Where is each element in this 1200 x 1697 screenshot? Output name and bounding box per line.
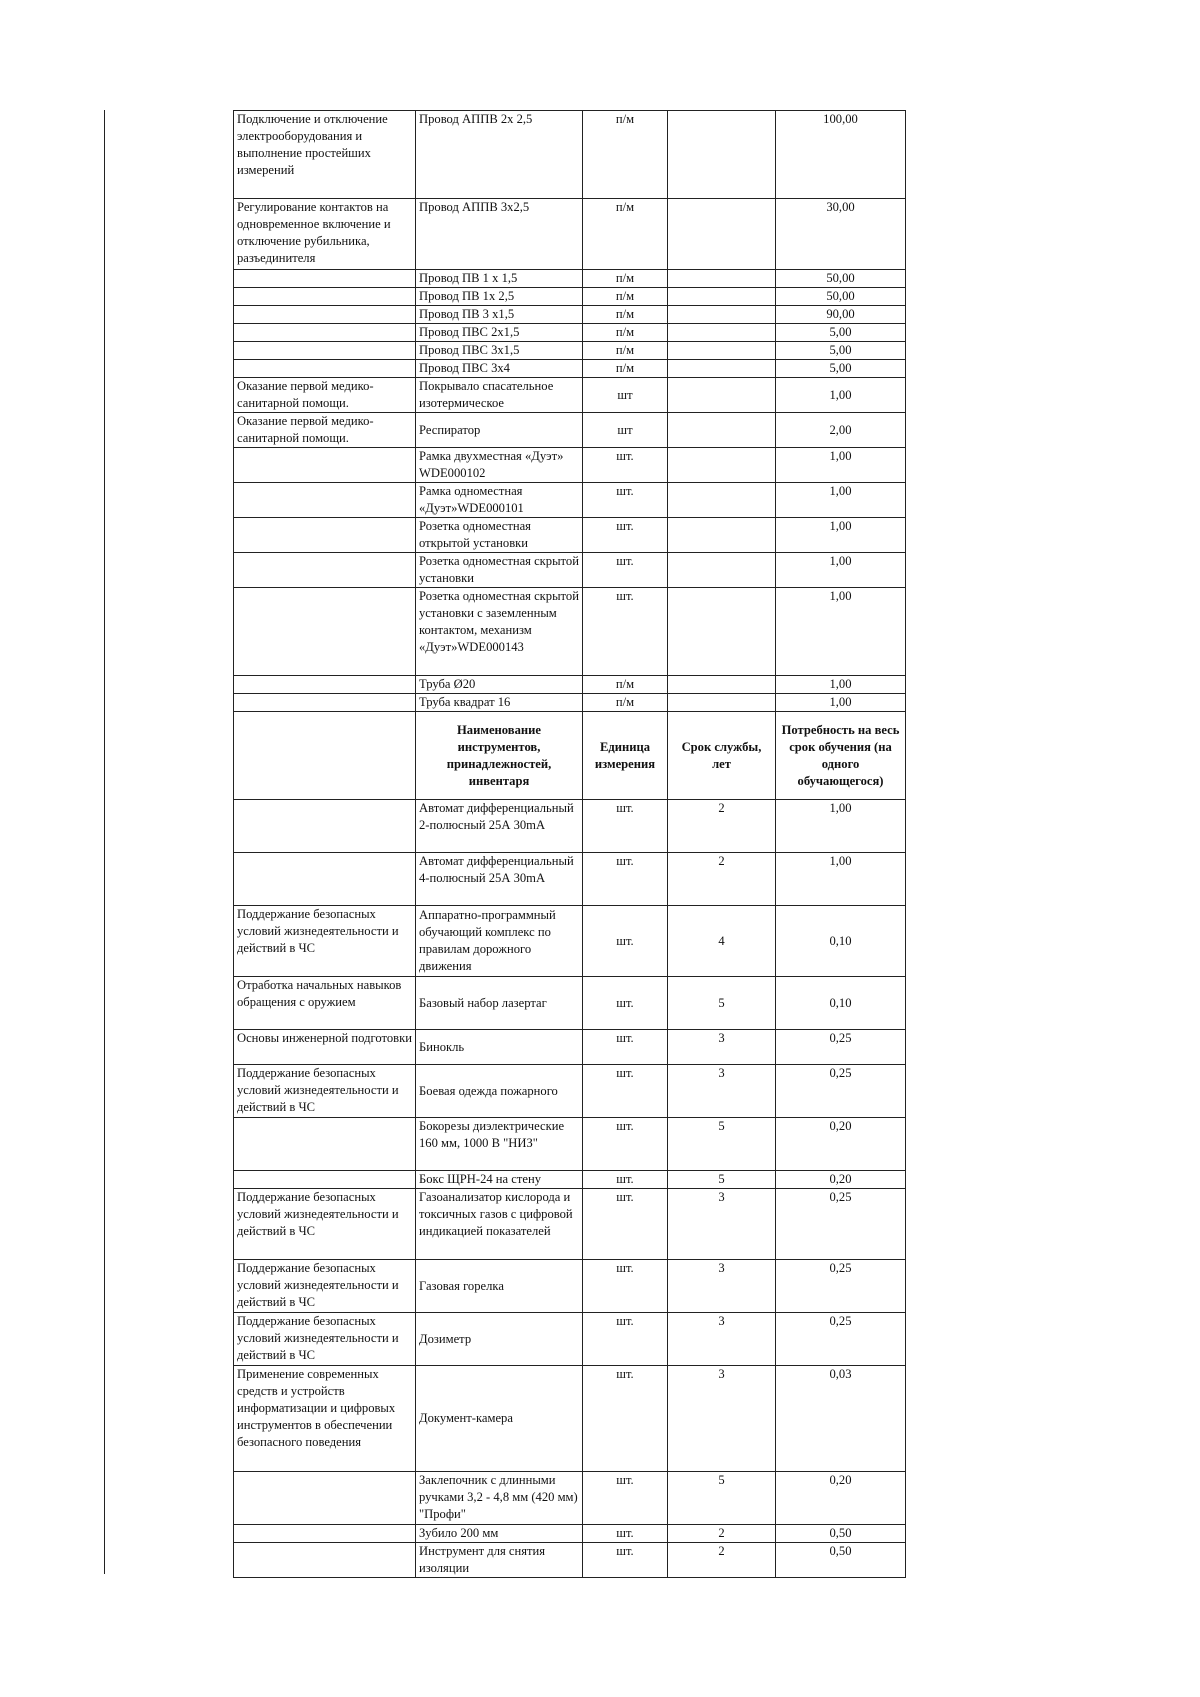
service-term-cell: 5	[668, 977, 776, 1030]
quantity-cell: 1,00	[776, 378, 906, 413]
topic-cell	[234, 800, 416, 853]
item-cell: Провод ПВС 2х1,5	[416, 324, 583, 342]
topic-cell: Отработка начальных навыков обращения с оружием	[234, 977, 416, 1030]
service-term-cell: 3	[668, 1366, 776, 1472]
table-row	[234, 853, 906, 906]
topic-cell	[234, 306, 416, 324]
service-term-cell	[668, 306, 776, 324]
table-row	[234, 676, 906, 694]
topic-cell	[234, 553, 416, 588]
table-row	[234, 342, 906, 360]
page-margin-line	[104, 110, 105, 1574]
unit-cell: шт.	[583, 1118, 668, 1171]
table-row	[234, 1366, 906, 1472]
unit-cell: шт.	[583, 588, 668, 676]
table-row	[234, 694, 906, 712]
table-row	[234, 1118, 906, 1171]
topic-cell	[234, 588, 416, 676]
service-term-cell	[668, 676, 776, 694]
unit-cell: п/м	[583, 306, 668, 324]
item-cell: Провод ПВ 1х 2,5	[416, 288, 583, 306]
quantity-cell: 0,20	[776, 1472, 906, 1525]
topic-cell: Оказание первой медико-санитарной помощи.	[234, 413, 416, 448]
quantity-cell: 1,00	[776, 588, 906, 676]
service-term-cell: 2	[668, 800, 776, 853]
table-row	[234, 324, 906, 342]
topic-cell	[234, 324, 416, 342]
table-row	[234, 413, 906, 448]
quantity-cell: 90,00	[776, 306, 906, 324]
quantity-cell: 1,00	[776, 553, 906, 588]
quantity-cell: 5,00	[776, 324, 906, 342]
topic-cell	[234, 676, 416, 694]
table-row	[234, 1171, 906, 1189]
service-term-cell: 5	[668, 1472, 776, 1525]
service-term-cell: 5	[668, 1118, 776, 1171]
item-cell: Провод ПВ 1 х 1,5	[416, 270, 583, 288]
quantity-cell: 0,20	[776, 1118, 906, 1171]
unit-cell: шт.	[583, 1030, 668, 1065]
unit-cell: п/м	[583, 199, 668, 270]
quantity-cell: 100,00	[776, 111, 906, 199]
header-unit-cell: Единица измерения	[583, 712, 668, 800]
topic-cell: Основы инженерной подготовки	[234, 1030, 416, 1065]
header-topic-cell	[234, 712, 416, 800]
unit-cell: п/м	[583, 111, 668, 199]
unit-cell: шт.	[583, 518, 668, 553]
header-item-cell: Наименование инструментов, принадлежностей, инвентаря	[416, 712, 583, 800]
unit-cell: п/м	[583, 694, 668, 712]
topic-cell	[234, 1472, 416, 1525]
table-row	[234, 906, 906, 977]
topic-cell: Поддержание безопасных условий жизнедеятельности и действий в ЧС	[234, 1313, 416, 1366]
unit-cell: п/м	[583, 324, 668, 342]
service-term-cell: 5	[668, 1171, 776, 1189]
unit-cell: шт.	[583, 1260, 668, 1313]
unit-cell: шт.	[583, 1065, 668, 1118]
table-row	[234, 1472, 906, 1525]
header-service-term-cell: Срок службы, лет	[668, 712, 776, 800]
equipment-table-body	[234, 111, 906, 1578]
service-term-cell: 3	[668, 1260, 776, 1313]
unit-cell: шт.	[583, 1313, 668, 1366]
item-cell: Документ-камера	[416, 1366, 583, 1472]
topic-cell: Поддержание безопасных условий жизнедеятельности и действий в ЧС	[234, 1260, 416, 1313]
item-cell: Газовая горелка	[416, 1260, 583, 1313]
topic-cell	[234, 518, 416, 553]
quantity-cell: 1,00	[776, 448, 906, 483]
unit-cell: шт.	[583, 1472, 668, 1525]
quantity-cell: 50,00	[776, 288, 906, 306]
service-term-cell	[668, 518, 776, 553]
table-row	[234, 1313, 906, 1366]
header-quantity-cell: Потребность на весь срок обучения (на одного обучающегося)	[776, 712, 906, 800]
unit-cell: шт.	[583, 483, 668, 518]
quantity-cell: 1,00	[776, 518, 906, 553]
item-cell: Заклепочник с длинными ручками 3,2 - 4,8 мм (420 мм) "Профи"	[416, 1472, 583, 1525]
unit-cell: шт.	[583, 800, 668, 853]
topic-cell	[234, 694, 416, 712]
item-cell: Покрывало спасательное изотермическое	[416, 378, 583, 413]
item-cell: Провод ПВС 3х1,5	[416, 342, 583, 360]
unit-cell: п/м	[583, 270, 668, 288]
quantity-cell: 1,00	[776, 694, 906, 712]
topic-cell	[234, 288, 416, 306]
service-term-cell	[668, 111, 776, 199]
service-term-cell: 2	[668, 853, 776, 906]
quantity-cell: 5,00	[776, 360, 906, 378]
unit-cell: шт.	[583, 1366, 668, 1472]
unit-cell: п/м	[583, 360, 668, 378]
topic-cell: Поддержание безопасных условий жизнедеятельности и действий в ЧС	[234, 1065, 416, 1118]
item-cell: Провод ПВС 3х4	[416, 360, 583, 378]
unit-cell: п/м	[583, 288, 668, 306]
unit-cell: шт	[583, 378, 668, 413]
item-cell: Провод ПВ 3 х1,5	[416, 306, 583, 324]
service-term-cell: 3	[668, 1313, 776, 1366]
table-row	[234, 1030, 906, 1065]
equipment-table	[233, 110, 906, 1578]
service-term-cell: 3	[668, 1030, 776, 1065]
topic-cell	[234, 270, 416, 288]
item-cell: Дозиметр	[416, 1313, 583, 1366]
table-row	[234, 1543, 906, 1578]
service-term-cell: 2	[668, 1543, 776, 1578]
table-row	[234, 288, 906, 306]
item-cell: Автомат дифференциальный 2-полюсный 25А 30mA	[416, 800, 583, 853]
unit-cell: п/м	[583, 676, 668, 694]
unit-cell: шт.	[583, 1525, 668, 1543]
item-cell: Рамка двухместная «Дуэт» WDE000102	[416, 448, 583, 483]
quantity-cell: 0,25	[776, 1260, 906, 1313]
topic-cell	[234, 483, 416, 518]
table-row	[234, 1065, 906, 1118]
table-row	[234, 1525, 906, 1543]
unit-cell: шт.	[583, 1189, 668, 1260]
topic-cell: Подключение и отключение электрооборудования и выполнение простейших измерений	[234, 111, 416, 199]
table-row	[234, 800, 906, 853]
item-cell: Инструмент для снятия изоляции	[416, 1543, 583, 1578]
item-cell: Труба квадрат 16	[416, 694, 583, 712]
topic-cell	[234, 342, 416, 360]
service-term-cell	[668, 378, 776, 413]
item-cell: Базовый набор лазертаг	[416, 977, 583, 1030]
item-cell: Розетка одноместная скрытой установки	[416, 553, 583, 588]
service-term-cell	[668, 324, 776, 342]
topic-cell	[234, 448, 416, 483]
table-row	[234, 553, 906, 588]
item-cell: Боевая одежда пожарного	[416, 1065, 583, 1118]
table-row	[234, 199, 906, 270]
service-term-cell	[668, 448, 776, 483]
unit-cell: шт.	[583, 1171, 668, 1189]
unit-cell: шт.	[583, 448, 668, 483]
service-term-cell: 2	[668, 1525, 776, 1543]
table-header-row	[234, 712, 906, 800]
item-cell: Труба Ø20	[416, 676, 583, 694]
service-term-cell	[668, 270, 776, 288]
service-term-cell: 3	[668, 1189, 776, 1260]
quantity-cell: 5,00	[776, 342, 906, 360]
topic-cell	[234, 1543, 416, 1578]
unit-cell: шт.	[583, 906, 668, 977]
quantity-cell: 0,10	[776, 977, 906, 1030]
topic-cell: Регулирование контактов на одновременное включение и отключение рубильника, разъединителя	[234, 199, 416, 270]
quantity-cell: 0,25	[776, 1065, 906, 1118]
topic-cell: Оказание первой медико-санитарной помощи.	[234, 378, 416, 413]
table-row	[234, 1189, 906, 1260]
service-term-cell	[668, 288, 776, 306]
service-term-cell	[668, 199, 776, 270]
item-cell: Бинокль	[416, 1030, 583, 1065]
quantity-cell: 0,25	[776, 1030, 906, 1065]
topic-cell	[234, 1118, 416, 1171]
item-cell: Зубило 200 мм	[416, 1525, 583, 1543]
item-cell: Бокорезы диэлектрические 160 мм, 1000 В "НИЗ"	[416, 1118, 583, 1171]
topic-cell	[234, 853, 416, 906]
service-term-cell: 4	[668, 906, 776, 977]
table-row	[234, 378, 906, 413]
quantity-cell: 1,00	[776, 853, 906, 906]
table-row	[234, 977, 906, 1030]
quantity-cell: 50,00	[776, 270, 906, 288]
table-row	[234, 1260, 906, 1313]
item-cell: Рамка одноместная «Дуэт»WDE000101	[416, 483, 583, 518]
quantity-cell: 1,00	[776, 800, 906, 853]
unit-cell: шт	[583, 413, 668, 448]
table-row	[234, 588, 906, 676]
table-row	[234, 306, 906, 324]
topic-cell: Поддержание безопасных условий жизнедеятельности и действий в ЧС	[234, 906, 416, 977]
service-term-cell	[668, 483, 776, 518]
service-term-cell	[668, 413, 776, 448]
service-term-cell	[668, 694, 776, 712]
item-cell: Розетка одноместная открытой установки	[416, 518, 583, 553]
quantity-cell: 0,25	[776, 1189, 906, 1260]
quantity-cell: 0,10	[776, 906, 906, 977]
item-cell: Автомат дифференциальный 4-полюсный 25А 30mA	[416, 853, 583, 906]
item-cell: Газоанализатор кислорода и токсичных газов с цифровой индикацией показателей	[416, 1189, 583, 1260]
quantity-cell: 0,20	[776, 1171, 906, 1189]
item-cell: Провод АППВ 2х 2,5	[416, 111, 583, 199]
table-row	[234, 360, 906, 378]
item-cell: Розетка одноместная скрытой установки с заземленным контактом, механизм «Дуэт»WDE000143	[416, 588, 583, 676]
topic-cell	[234, 360, 416, 378]
table-row	[234, 270, 906, 288]
item-cell: Респиратор	[416, 413, 583, 448]
table-row	[234, 483, 906, 518]
topic-cell: Применение современных средств и устройств информатизации и цифровых инструментов в обеспечении безопасного поведения	[234, 1366, 416, 1472]
quantity-cell: 2,00	[776, 413, 906, 448]
quantity-cell: 1,00	[776, 676, 906, 694]
table-row	[234, 448, 906, 483]
item-cell: Провод АППВ 3х2,5	[416, 199, 583, 270]
service-term-cell	[668, 553, 776, 588]
quantity-cell: 0,50	[776, 1543, 906, 1578]
quantity-cell: 30,00	[776, 199, 906, 270]
quantity-cell: 1,00	[776, 483, 906, 518]
topic-cell	[234, 1525, 416, 1543]
table-row	[234, 111, 906, 199]
unit-cell: шт.	[583, 553, 668, 588]
quantity-cell: 0,50	[776, 1525, 906, 1543]
service-term-cell	[668, 360, 776, 378]
service-term-cell: 3	[668, 1065, 776, 1118]
item-cell: Бокс ЩРН-24 на стену	[416, 1171, 583, 1189]
service-term-cell	[668, 588, 776, 676]
unit-cell: шт.	[583, 977, 668, 1030]
quantity-cell: 0,25	[776, 1313, 906, 1366]
quantity-cell: 0,03	[776, 1366, 906, 1472]
unit-cell: шт.	[583, 1543, 668, 1578]
topic-cell	[234, 1171, 416, 1189]
service-term-cell	[668, 342, 776, 360]
topic-cell: Поддержание безопасных условий жизнедеятельности и действий в ЧС	[234, 1189, 416, 1260]
table-row	[234, 518, 906, 553]
unit-cell: шт.	[583, 853, 668, 906]
item-cell: Аппаратно-программный обучающий комплекс по правилам дорожного движения	[416, 906, 583, 977]
unit-cell: п/м	[583, 342, 668, 360]
